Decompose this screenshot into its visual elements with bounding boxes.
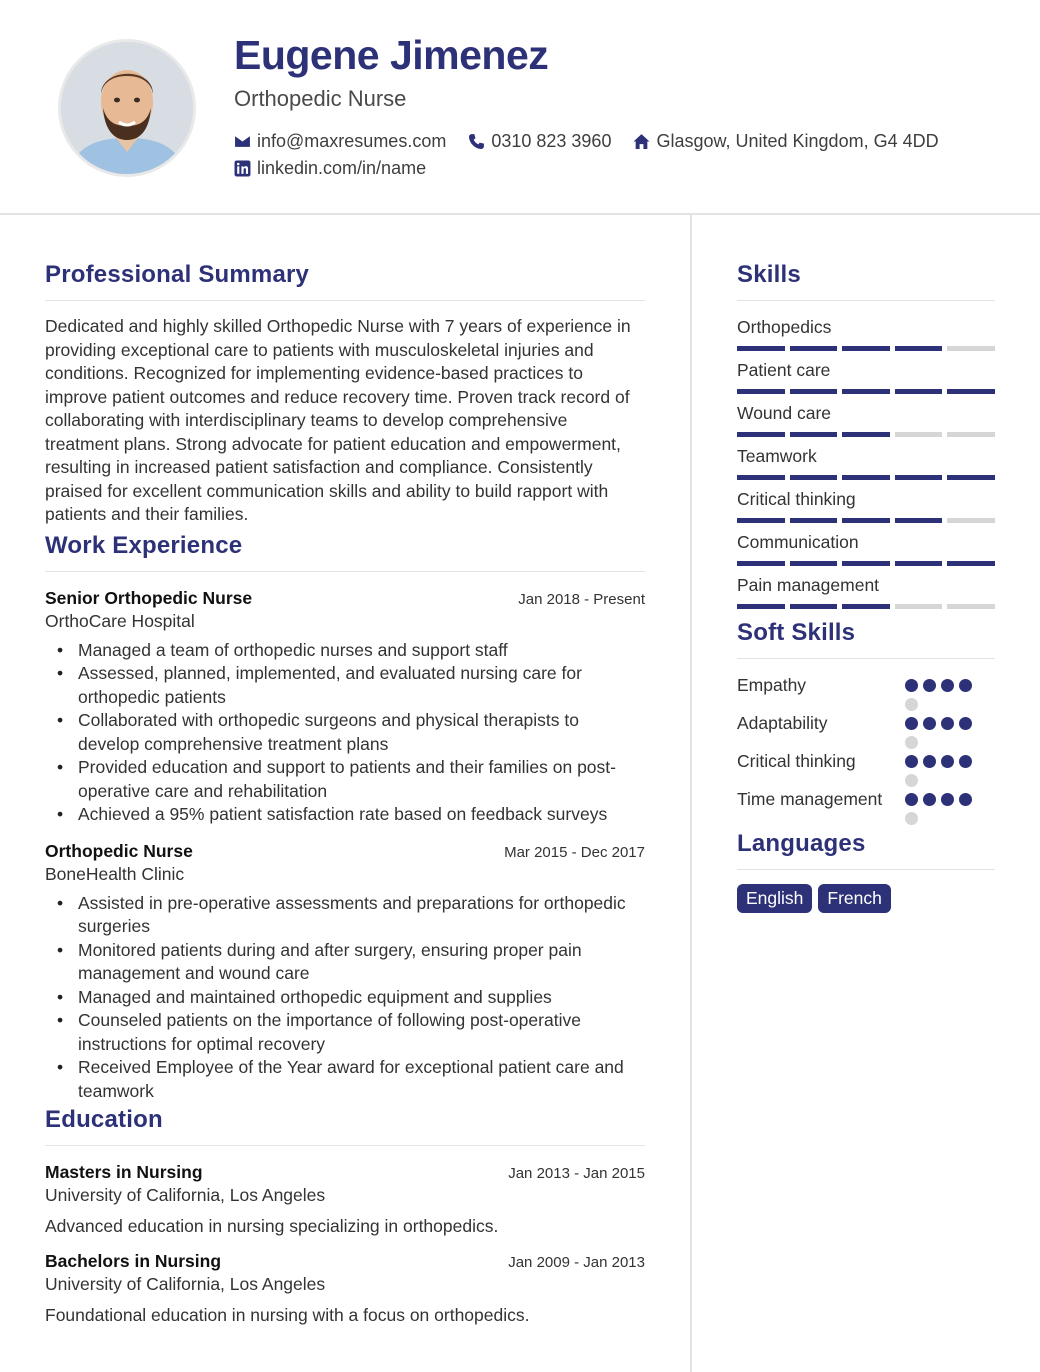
skill-level-segment bbox=[895, 389, 943, 394]
soft-skills-heading: Soft Skills bbox=[737, 619, 856, 646]
rating-dot bbox=[941, 793, 954, 806]
education-date: Jan 2013 - Jan 2015 bbox=[508, 1165, 645, 1182]
contact-location bbox=[633, 131, 938, 152]
linkedin-text: linkedin.com/in/name bbox=[257, 157, 427, 178]
skill-level-bar bbox=[737, 346, 995, 351]
experience-section bbox=[45, 529, 645, 1104]
language-badge: French bbox=[818, 884, 890, 913]
list-item: • Received Employee of the Year award for exceptional patient care and teamwork bbox=[45, 1056, 645, 1103]
skill-item bbox=[737, 444, 995, 480]
skill-level-segment bbox=[842, 432, 890, 437]
linkedin-icon bbox=[234, 160, 251, 177]
job-title: Orthopedic Nurse bbox=[45, 840, 193, 861]
skill-level-segment bbox=[842, 389, 890, 394]
rating-dot bbox=[923, 793, 936, 806]
contact-email[interactable] bbox=[234, 131, 446, 152]
language-badge: English bbox=[737, 884, 812, 913]
soft-skills-list bbox=[737, 673, 995, 825]
rating-dot bbox=[923, 755, 936, 768]
rating-dot bbox=[905, 679, 918, 692]
education-heading: Education bbox=[45, 1106, 163, 1133]
home-icon bbox=[633, 133, 650, 150]
rating-dot bbox=[959, 717, 972, 730]
experience-heading: Work Experience bbox=[45, 531, 243, 559]
skill-level-segment bbox=[842, 475, 890, 480]
education-entry bbox=[45, 1162, 645, 1237]
school-name: University of California, Los Angeles bbox=[45, 1185, 326, 1205]
soft-skill-name: Time management bbox=[737, 789, 883, 809]
skill-level-segment bbox=[737, 518, 785, 523]
skill-item bbox=[737, 530, 995, 566]
list-item: • Managed and maintained orthopedic equipment and supplies bbox=[45, 986, 645, 1010]
skill-level-segment bbox=[947, 604, 995, 609]
job-date: Jan 2018 - Present bbox=[518, 590, 645, 608]
job-entry bbox=[45, 841, 645, 1104]
languages-heading: Languages bbox=[737, 830, 866, 857]
education-date: Jan 2009 - Jan 2013 bbox=[508, 1254, 645, 1271]
job-organization: BoneHealth Clinic bbox=[45, 863, 185, 884]
skill-level-segment bbox=[842, 346, 890, 351]
phone-icon bbox=[468, 133, 485, 150]
languages-section bbox=[737, 827, 995, 913]
skill-name: Critical thinking bbox=[737, 489, 856, 509]
job-bullets bbox=[45, 892, 645, 1104]
soft-skills-section bbox=[737, 616, 995, 825]
contact-phone[interactable] bbox=[468, 131, 611, 152]
skill-item bbox=[737, 487, 995, 523]
rating-dot bbox=[905, 755, 918, 768]
skills-heading: Skills bbox=[737, 261, 801, 288]
contact-linkedin[interactable] bbox=[234, 158, 426, 179]
contact-info bbox=[234, 129, 961, 183]
education-section bbox=[45, 1103, 645, 1326]
sidebar-column bbox=[737, 258, 995, 913]
skill-item bbox=[737, 358, 995, 394]
list-item: • Monitored patients during and after surgery, ensuring proper pain management and wound care bbox=[45, 939, 645, 986]
rating-dot bbox=[959, 793, 972, 806]
skill-level-segment bbox=[737, 561, 785, 566]
candidate-name: Eugene Jimenez bbox=[234, 32, 549, 78]
section-rule bbox=[45, 1145, 645, 1146]
education-entry bbox=[45, 1251, 645, 1326]
rating-dot bbox=[905, 717, 918, 730]
phone-text: 0310 823 3960 bbox=[491, 130, 612, 151]
skill-level-bar bbox=[737, 389, 995, 394]
skills-section bbox=[737, 258, 995, 609]
skill-name: Pain management bbox=[737, 575, 880, 595]
rating-dot bbox=[905, 736, 918, 749]
soft-skill-item bbox=[737, 749, 995, 787]
skill-level-segment bbox=[790, 346, 838, 351]
list-item: • Counseled patients on the importance of following post-operative instructions for optimal recovery bbox=[45, 1009, 645, 1056]
profile-photo bbox=[61, 42, 193, 174]
rating-dot bbox=[959, 679, 972, 692]
skill-level-segment bbox=[737, 604, 785, 609]
soft-skill-item bbox=[737, 787, 995, 825]
section-rule bbox=[737, 869, 995, 870]
list-item: • Provided education and support to patients and their families on post-operative care and rehabilitation bbox=[45, 756, 645, 803]
soft-skill-rating bbox=[905, 787, 985, 825]
rating-dot bbox=[905, 698, 918, 711]
rating-dot bbox=[905, 774, 918, 787]
skill-item bbox=[737, 573, 995, 609]
list-item: • Assessed, planned, implemented, and evaluated nursing care for orthopedic patients bbox=[45, 662, 645, 709]
skill-item bbox=[737, 315, 995, 351]
rating-dot bbox=[923, 717, 936, 730]
skill-level-segment bbox=[895, 432, 943, 437]
degree-title: Masters in Nursing bbox=[45, 1162, 203, 1182]
job-bullets bbox=[45, 639, 645, 827]
rating-dot bbox=[941, 717, 954, 730]
skill-level-segment bbox=[947, 561, 995, 566]
skill-level-segment bbox=[842, 604, 890, 609]
languages-list bbox=[737, 884, 995, 913]
column-divider bbox=[690, 215, 692, 1372]
skills-list bbox=[737, 315, 995, 609]
skill-level-segment bbox=[790, 475, 838, 480]
rating-dot bbox=[923, 679, 936, 692]
skill-level-segment bbox=[947, 389, 995, 394]
skill-level-segment bbox=[790, 561, 838, 566]
skill-level-bar bbox=[737, 561, 995, 566]
skill-level-segment bbox=[790, 518, 838, 523]
skill-name: Orthopedics bbox=[737, 317, 832, 337]
job-entry bbox=[45, 588, 645, 827]
email-text: info@maxresumes.com bbox=[257, 130, 447, 151]
skill-level-bar bbox=[737, 432, 995, 437]
skill-level-segment bbox=[895, 475, 943, 480]
skill-name: Wound care bbox=[737, 403, 832, 423]
education-description: Foundational education in nursing with a focus on orthopedics. bbox=[45, 1305, 530, 1325]
section-rule bbox=[45, 571, 645, 572]
section-rule bbox=[737, 658, 995, 659]
skill-level-segment bbox=[737, 346, 785, 351]
location-text: Glasgow, United Kingdom, G4 4DD bbox=[656, 130, 939, 151]
skill-level-segment bbox=[790, 389, 838, 394]
skill-level-segment bbox=[737, 389, 785, 394]
summary-text: Dedicated and highly skilled Orthopedic Nurse with 7 years of experience in providing exceptional care to patients with musculoskeletal injuries and conditions. Recognized for implementing evidence-based practices to improve patient outcomes and reduce recovery time. Proven track record of collaborating with interdisciplinary teams to develop comprehensive treatment plans. Strong advocate for patient education and empowerment, resulting in increased patient satisfaction and compliance. Consistently praised for excellent communication skills and ability to build rapport with patients and their families. bbox=[45, 316, 631, 524]
summary-heading: Professional Summary bbox=[45, 261, 310, 288]
soft-skill-item bbox=[737, 673, 995, 711]
school-name: University of California, Los Angeles bbox=[45, 1274, 326, 1294]
skill-name: Teamwork bbox=[737, 446, 817, 466]
skill-level-segment bbox=[895, 346, 943, 351]
skill-name: Communication bbox=[737, 532, 859, 552]
list-item: • Achieved a 95% patient satisfaction rate based on feedback surveys bbox=[45, 803, 645, 827]
resume-header bbox=[0, 0, 1040, 215]
skill-level-bar bbox=[737, 475, 995, 480]
soft-skill-name: Adaptability bbox=[737, 713, 828, 733]
skill-level-segment bbox=[790, 604, 838, 609]
soft-skill-item bbox=[737, 711, 995, 749]
skill-level-segment bbox=[947, 432, 995, 437]
skill-level-segment bbox=[947, 518, 995, 523]
soft-skill-rating bbox=[905, 749, 985, 787]
skill-level-segment bbox=[947, 346, 995, 351]
skill-level-segment bbox=[790, 432, 838, 437]
skill-level-segment bbox=[895, 604, 943, 609]
soft-skill-rating bbox=[905, 673, 985, 711]
skill-level-segment bbox=[895, 561, 943, 566]
candidate-role: Orthopedic Nurse bbox=[234, 86, 407, 111]
skill-level-segment bbox=[737, 432, 785, 437]
skill-level-segment bbox=[737, 475, 785, 480]
avatar bbox=[58, 39, 196, 177]
summary-section bbox=[45, 258, 645, 527]
job-title: Senior Orthopedic Nurse bbox=[45, 587, 253, 608]
rating-dot bbox=[905, 812, 918, 825]
rating-dot bbox=[959, 755, 972, 768]
skill-level-bar bbox=[737, 604, 995, 609]
skill-level-segment bbox=[842, 518, 890, 523]
rating-dot bbox=[941, 755, 954, 768]
skill-level-segment bbox=[842, 561, 890, 566]
skill-level-segment bbox=[947, 475, 995, 480]
soft-skill-name: Empathy bbox=[737, 675, 807, 695]
section-rule bbox=[737, 300, 995, 301]
soft-skill-rating bbox=[905, 711, 985, 749]
skill-name: Patient care bbox=[737, 360, 831, 380]
main-column bbox=[45, 258, 645, 1340]
rating-dot bbox=[905, 793, 918, 806]
section-rule bbox=[45, 300, 645, 301]
rating-dot bbox=[941, 679, 954, 692]
degree-title: Bachelors in Nursing bbox=[45, 1251, 222, 1271]
list-item: • Managed a team of orthopedic nurses and support staff bbox=[45, 639, 645, 663]
list-item: • Collaborated with orthopedic surgeons and physical therapists to develop comprehensive treatment plans bbox=[45, 709, 645, 756]
education-description: Advanced education in nursing specializing in orthopedics. bbox=[45, 1216, 499, 1236]
skill-item bbox=[737, 401, 995, 437]
skill-level-segment bbox=[895, 518, 943, 523]
skill-level-bar bbox=[737, 518, 995, 523]
list-item: • Assisted in pre-operative assessments and preparations for orthopedic surgeries bbox=[45, 892, 645, 939]
envelope-icon bbox=[234, 133, 251, 150]
job-date: Mar 2015 - Dec 2017 bbox=[504, 843, 645, 861]
job-organization: OrthoCare Hospital bbox=[45, 610, 195, 631]
soft-skill-name: Critical thinking bbox=[737, 751, 856, 771]
